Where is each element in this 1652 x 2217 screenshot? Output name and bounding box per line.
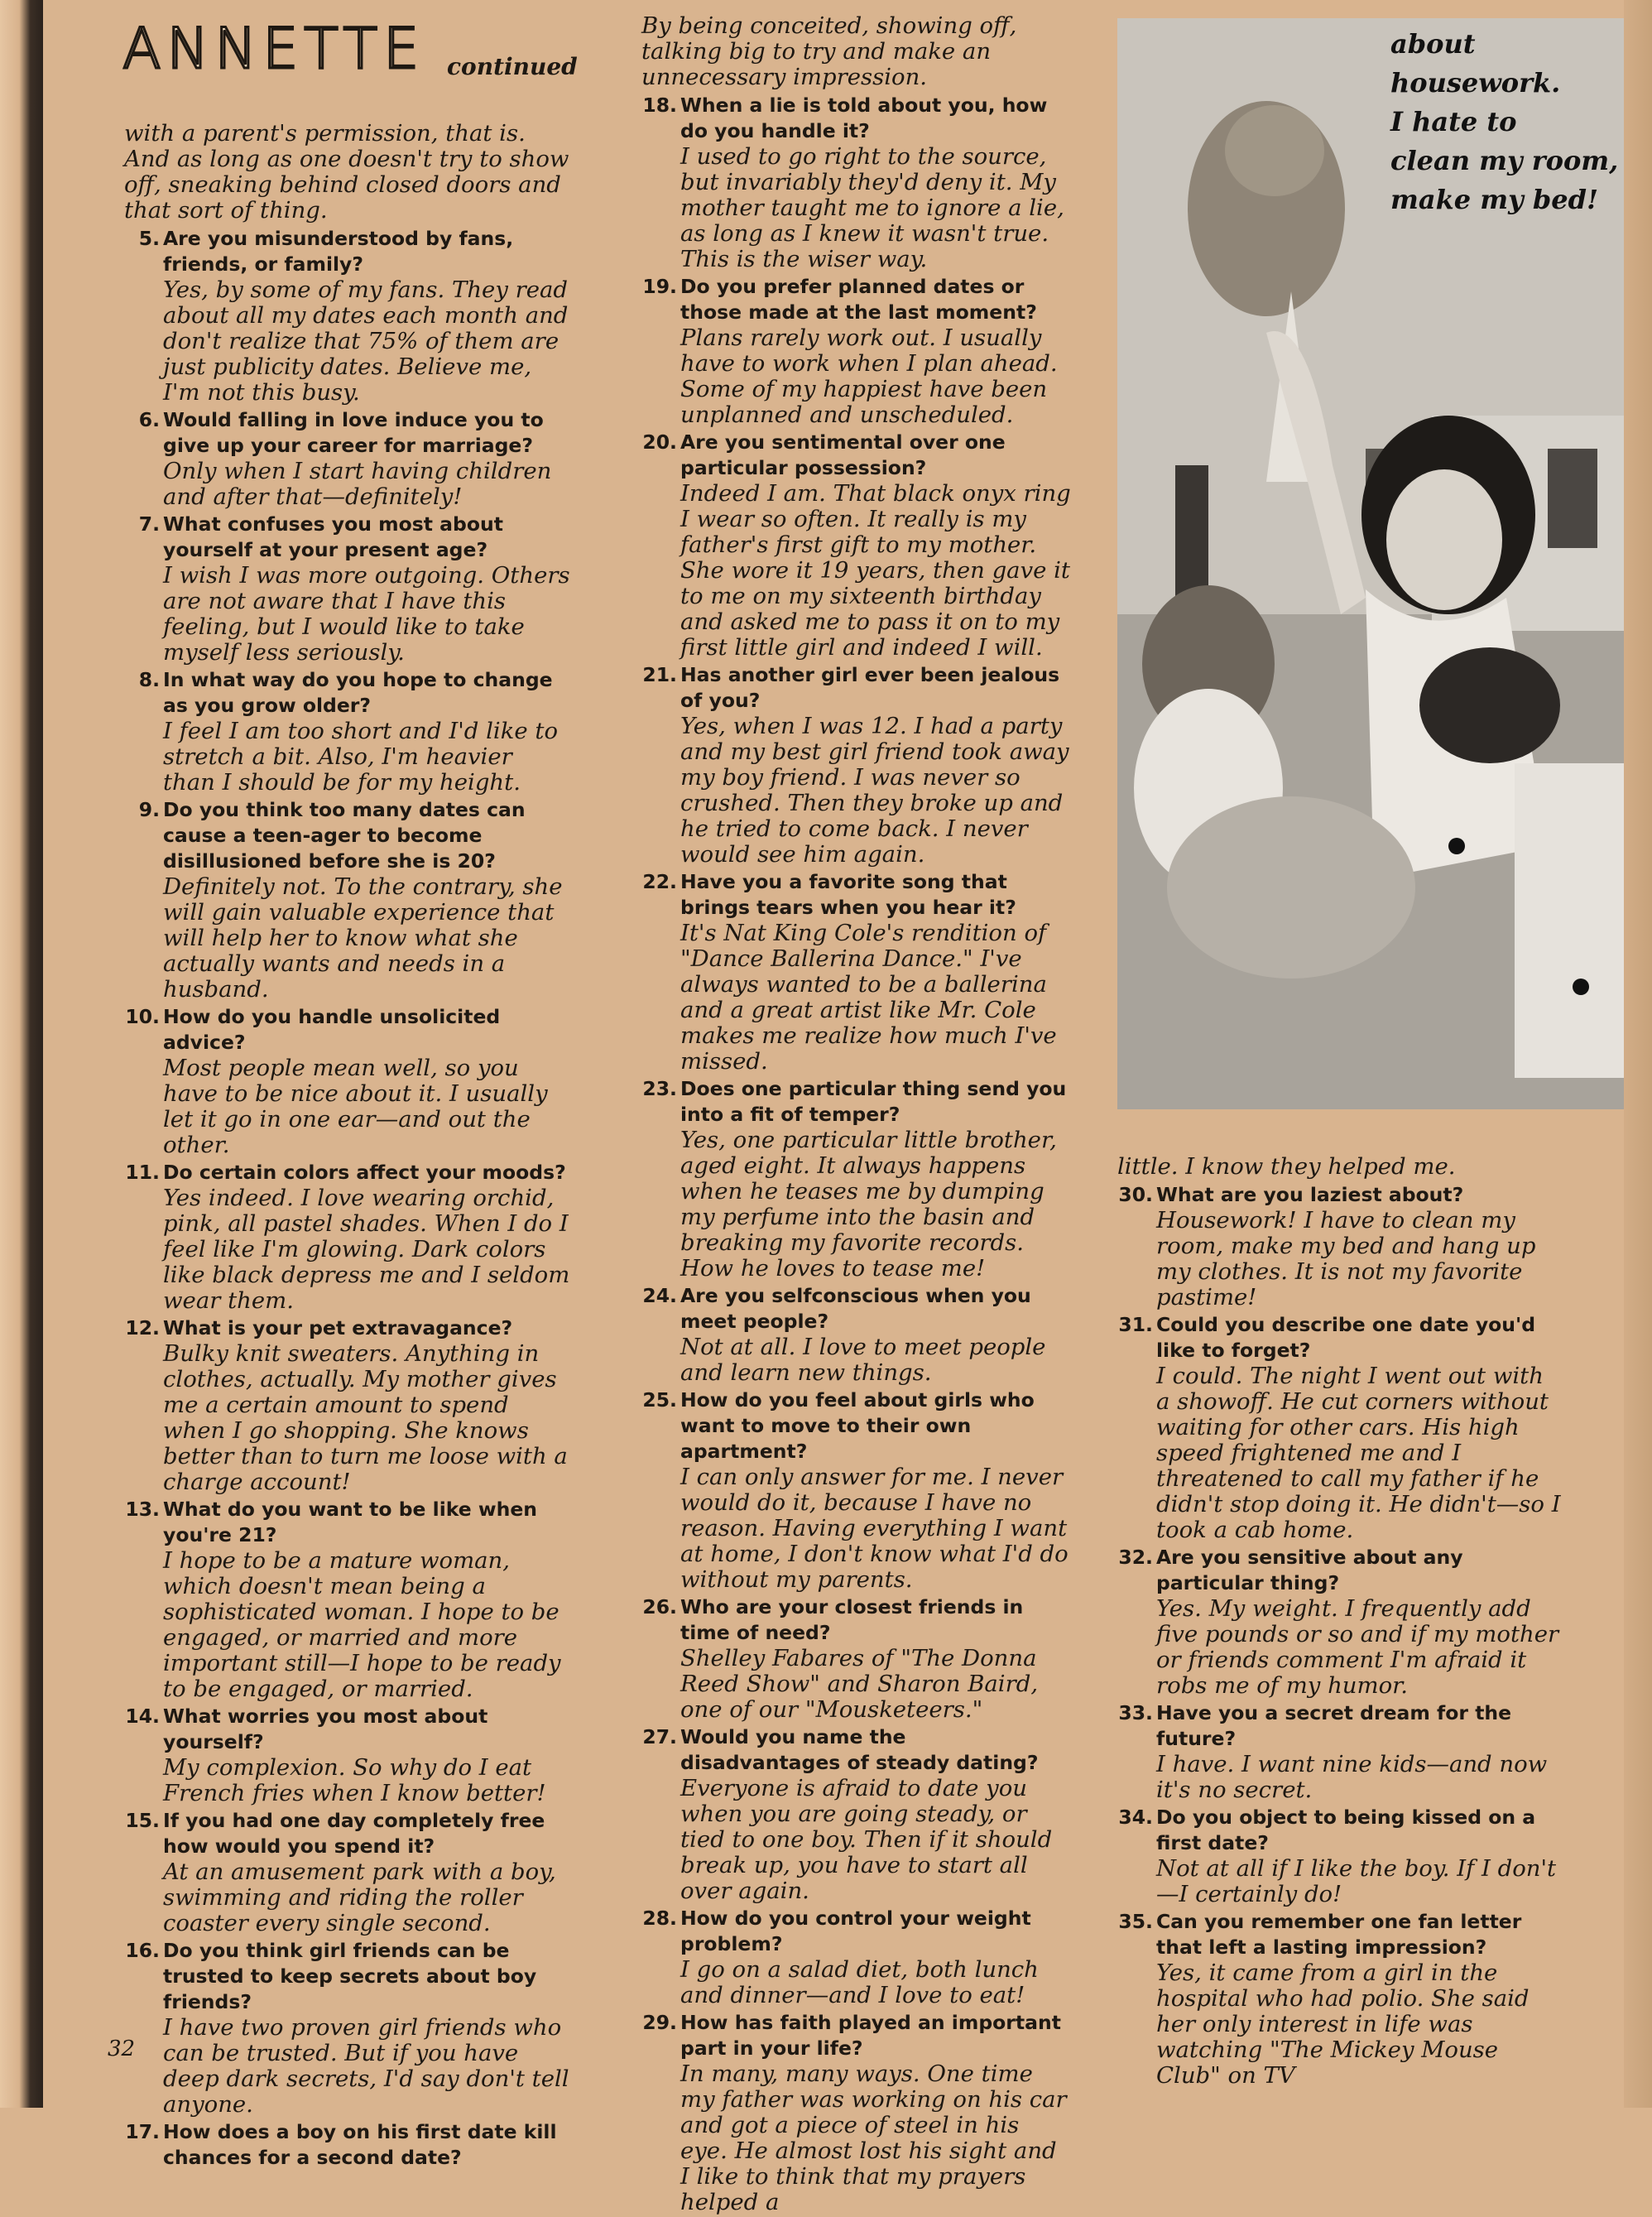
question-text: Do you think girl friends can be trusted to keep secrets about boy friends? bbox=[163, 1939, 537, 2013]
qa-item bbox=[641, 1906, 1072, 2008]
question bbox=[124, 797, 571, 874]
question-number: 18. bbox=[642, 94, 677, 117]
photo-caption bbox=[1390, 25, 1639, 219]
qa-list bbox=[641, 93, 1072, 2215]
qa-item bbox=[641, 1283, 1072, 1386]
question-text: When a lie is told about you, how do you handle it? bbox=[680, 94, 1048, 142]
column-3 bbox=[1117, 1154, 1564, 2090]
question-text: What worries you most about yourself? bbox=[163, 1705, 488, 1753]
question-number: 29. bbox=[642, 2011, 677, 2034]
qa-item bbox=[641, 869, 1072, 1075]
question bbox=[124, 1808, 571, 1859]
answer: Plans rarely work out. I usually have to work when I plan ahead. Some of my happiest have been unplanned and unscheduled. bbox=[680, 325, 1058, 428]
article-title: ANNETTE bbox=[122, 17, 425, 82]
question-number: 27. bbox=[642, 1725, 677, 1748]
qa-list bbox=[1117, 1182, 1564, 2089]
question-number: 32. bbox=[1118, 1546, 1153, 1569]
question bbox=[1117, 1545, 1564, 1596]
qa-item bbox=[124, 797, 571, 1003]
column-2 bbox=[641, 13, 1072, 2217]
answer: In many, many ways. One time my father was working on his car and got a piece of steel in his eye. He almost lost his sight and I like to think that my prayers helped a bbox=[680, 2061, 1067, 2215]
question-text: If you had one day completely free how would you spend it? bbox=[163, 1809, 545, 1858]
question bbox=[641, 274, 1072, 325]
question bbox=[1117, 1805, 1564, 1856]
answer: Everyone is afraid to date you when you are going steady, or tied to one boy. Then if it should break up, you have to start all over again. bbox=[680, 1775, 1053, 1904]
question-number: 21. bbox=[642, 663, 677, 686]
answer: Yes, one particular little brother, aged eight. It always happens when he teases me by dumping my perfume into the basin and breaking my favorite records. How he loves to tease me! bbox=[680, 1127, 1057, 1282]
continued-paragraph: with a parent's permission, that is. And as long as one doesn't try to show off, sneaking behind closed doors and that sort of thing. bbox=[124, 120, 569, 224]
question bbox=[641, 2010, 1072, 2061]
question-text: How do you control your weight problem? bbox=[680, 1907, 1031, 1955]
column-1 bbox=[124, 121, 571, 2171]
answer: I could. The night I went out with a showoff. He cut corners without waiting for other cars. His high speed frightened me and I threatened to call my father if he didn't stop doing it. He didn't—so I took a cab home. bbox=[1156, 1363, 1561, 1543]
question bbox=[641, 662, 1072, 714]
caption-line: make my bed! bbox=[1390, 184, 1599, 215]
qa-item bbox=[124, 1160, 571, 1314]
question-number: 11. bbox=[125, 1161, 160, 1184]
answer: I go on a salad diet, both lunch and dinner—and I love to eat! bbox=[680, 1956, 1039, 2008]
caption-line: clean my room, bbox=[1390, 145, 1619, 176]
question bbox=[641, 1283, 1072, 1335]
qa-item bbox=[124, 1315, 571, 1495]
question-text: Has another girl ever been jealous of you? bbox=[680, 663, 1060, 712]
answer: I used to go right to the source, but invariably they'd deny it. My mother taught me to ignore a lie, as long as I knew it wasn't true. This is the wiser way. bbox=[680, 143, 1064, 272]
qa-item bbox=[1117, 1700, 1564, 1803]
qa-item bbox=[641, 1387, 1072, 1593]
question-number: 26. bbox=[642, 1595, 677, 1618]
qa-item bbox=[641, 2010, 1072, 2215]
question-number: 10. bbox=[125, 1005, 160, 1028]
answer: I have. I want nine kids—and now it's no secret. bbox=[1156, 1751, 1548, 1803]
answer: Housework! I have to clean my room, make my bed and hang up my clothes. It is not my favorite pastime! bbox=[1156, 1207, 1536, 1310]
question-text: Who are your closest friends in time of need? bbox=[680, 1595, 1024, 1644]
qa-item bbox=[1117, 1182, 1564, 1310]
question-text: How does a boy on his first date kill chances for a second date? bbox=[163, 2120, 557, 2169]
question-text: Are you sensitive about any particular thing? bbox=[1156, 1546, 1463, 1594]
question-text: How do you handle unsolicited advice? bbox=[163, 1005, 501, 1054]
answer: At an amusement park with a boy, swimming and riding the roller coaster every single second. bbox=[163, 1859, 556, 1936]
question-text: Are you selfconscious when you meet people? bbox=[680, 1284, 1031, 1333]
qa-item bbox=[1117, 1805, 1564, 1907]
qa-item bbox=[641, 274, 1072, 428]
question bbox=[1117, 1909, 1564, 1960]
question-text: Do certain colors affect your moods? bbox=[163, 1161, 566, 1184]
qa-item bbox=[641, 93, 1072, 272]
question-text: Are you sentimental over one particular possession? bbox=[680, 430, 1006, 479]
question bbox=[1117, 1312, 1564, 1363]
question-number: 19. bbox=[642, 275, 677, 298]
question-text: How do you feel about girls who want to move to their own apartment? bbox=[680, 1388, 1035, 1463]
answer: Only when I start having children and after that—definitely! bbox=[163, 458, 552, 510]
question-text: Could you describe one date you'd like to forget? bbox=[1156, 1313, 1536, 1362]
qa-item bbox=[641, 430, 1072, 661]
question-text: What do you want to be like when you're 21? bbox=[163, 1498, 537, 1546]
question-text: Do you prefer planned dates or those made at the last moment? bbox=[680, 275, 1037, 324]
qa-item bbox=[641, 1724, 1072, 1904]
question bbox=[124, 1938, 571, 2015]
question-number: 25. bbox=[642, 1388, 677, 1411]
page-spine-shadow bbox=[0, 0, 43, 2108]
question bbox=[641, 93, 1072, 144]
question-number: 30. bbox=[1118, 1183, 1153, 1206]
page-edge bbox=[1624, 0, 1652, 2108]
question-text: How has faith played an important part in your life? bbox=[680, 2011, 1061, 2060]
question bbox=[641, 430, 1072, 481]
question-text: Are you misunderstood by fans, friends, or family? bbox=[163, 227, 514, 276]
qa-item bbox=[1117, 1545, 1564, 1699]
answer: I wish I was more outgoing. Others are not aware that I have this feeling, but I would like to take myself less seriously. bbox=[163, 562, 570, 666]
answer: Most people mean well, so you have to be nice about it. I usually let it go in one ear—and out the other. bbox=[163, 1055, 548, 1158]
answer: Shelley Fabares of "The Donna Reed Show" and Sharon Baird, one of our "Mousketeers." bbox=[680, 1645, 1039, 1723]
question-text: Would falling in love induce you to give up your career for marriage? bbox=[163, 408, 544, 457]
qa-list bbox=[124, 226, 571, 2171]
question-number: 16. bbox=[125, 1939, 160, 1962]
page-number: 32 bbox=[108, 2037, 136, 2061]
question-text: Do you object to being kissed on a first date? bbox=[1156, 1806, 1536, 1854]
answer: Bulky knit sweaters. Anything in clothes, actually. My mother gives me a certain amount to spend when I go shopping. She knows better than to turn me loose with a charge account! bbox=[163, 1340, 568, 1495]
qa-item bbox=[1117, 1909, 1564, 2089]
answer: My complexion. So why do I eat French fries when I know better! bbox=[163, 1754, 546, 1806]
question-text: What are you laziest about? bbox=[1156, 1183, 1464, 1206]
question-number: 35. bbox=[1118, 1910, 1153, 1933]
question bbox=[124, 512, 571, 563]
question-number: 9. bbox=[138, 798, 160, 821]
question-number: 34. bbox=[1118, 1806, 1153, 1829]
qa-item bbox=[124, 407, 571, 510]
qa-item bbox=[124, 226, 571, 406]
answer: I feel I am too short and I'd like to stretch a bit. Also, I'm heavier than I should be for my height. bbox=[163, 718, 559, 796]
question-text: Have you a favorite song that brings tears when you hear it? bbox=[680, 870, 1016, 919]
question bbox=[641, 1594, 1072, 1646]
question bbox=[1117, 1182, 1564, 1208]
question-number: 24. bbox=[642, 1284, 677, 1307]
question bbox=[124, 1315, 571, 1341]
qa-item bbox=[124, 1704, 571, 1806]
question-number: 5. bbox=[138, 227, 160, 250]
question bbox=[124, 1160, 571, 1185]
answer: Yes, it came from a girl in the hospital who had polio. She said her only interest in life was watching "The Mickey Mouse Club" on TV bbox=[1156, 1960, 1530, 2089]
answer: Yes, by some of my fans. They read about all my dates each month and don't realize that 75% of them are just publicity dates. Believe me, I'm not this busy. bbox=[163, 277, 569, 406]
question-text: Would you name the disadvantages of steady dating? bbox=[680, 1725, 1039, 1774]
question-number: 23. bbox=[642, 1077, 677, 1100]
answer: Definitely not. To the contrary, she will gain valuable experience that will help her to know what she actually wants and needs in a husband. bbox=[163, 873, 563, 1003]
question bbox=[641, 1906, 1072, 1957]
question-number: 6. bbox=[138, 408, 160, 431]
continued-paragraph: By being conceited, showing off, talking big to try and make an unnecessary impression. bbox=[641, 12, 1017, 90]
caption-line: about housework. bbox=[1390, 28, 1561, 99]
question bbox=[641, 1076, 1072, 1128]
answer: It's Nat King Cole's rendition of "Dance Ballerina Dance." I've always wanted to be a ballerina and a great artist like Mr. Cole makes me realize how much I've missed. bbox=[680, 920, 1057, 1075]
answer: Not at all. I love to meet people and learn new things. bbox=[680, 1334, 1046, 1386]
question-number: 7. bbox=[138, 512, 160, 536]
question-text: What is your pet extravagance? bbox=[163, 1316, 513, 1339]
qa-item bbox=[124, 512, 571, 666]
qa-item bbox=[124, 1004, 571, 1158]
question bbox=[1117, 1700, 1564, 1752]
question-number: 22. bbox=[642, 870, 677, 893]
question bbox=[124, 1497, 571, 1548]
question-text: Can you remember one fan letter that left a lasting impression? bbox=[1156, 1910, 1522, 1959]
question bbox=[124, 667, 571, 719]
answer: Not at all if I like the boy. If I don't—I certainly do! bbox=[1156, 1855, 1557, 1907]
question-number: 28. bbox=[642, 1907, 677, 1930]
answer: I hope to be a mature woman, which doesn't mean being a sophisticated woman. I hope to be engaged, or married and more important still—I hope to be ready to be engaged, or married. bbox=[163, 1547, 561, 1702]
question-number: 12. bbox=[125, 1316, 160, 1339]
question bbox=[641, 1724, 1072, 1776]
qa-item bbox=[124, 1938, 571, 2118]
answer: I have two proven girl friends who can be trusted. But if you have deep dark secrets, I'd say don't tell anyone. bbox=[163, 2014, 569, 2118]
qa-item bbox=[641, 662, 1072, 868]
answer: I can only answer for me. I never would do it, because I have no reason. Having everything I want at home, I don't know what I'd do without my parents. bbox=[680, 1464, 1069, 1593]
question-text: Does one particular thing send you into a fit of temper? bbox=[680, 1077, 1067, 1126]
question bbox=[124, 1704, 571, 1755]
continued-label: continued bbox=[447, 53, 578, 80]
question-number: 13. bbox=[125, 1498, 160, 1521]
question bbox=[124, 1004, 571, 1056]
question-number: 31. bbox=[1118, 1313, 1153, 1336]
question bbox=[124, 226, 571, 277]
question-number: 8. bbox=[138, 668, 160, 691]
qa-item bbox=[641, 1594, 1072, 1723]
question-number: 20. bbox=[642, 430, 677, 454]
question-number: 15. bbox=[125, 1809, 160, 1832]
qa-item bbox=[124, 1497, 571, 1702]
question-number: 14. bbox=[125, 1705, 160, 1728]
caption-line: I hate to bbox=[1390, 106, 1517, 137]
question-number: 17. bbox=[125, 2120, 160, 2143]
question bbox=[641, 869, 1072, 921]
continued-paragraph: little. I know they helped me. bbox=[1117, 1153, 1456, 1180]
answer: Yes, when I was 12. I had a party and my best girl friend took away my boy friend. I was never so crushed. Then they broke up and he tried to come back. I never would see him again. bbox=[680, 713, 1069, 868]
qa-item bbox=[124, 667, 571, 796]
question-number: 33. bbox=[1118, 1701, 1153, 1724]
question-text: Have you a secret dream for the future? bbox=[1156, 1701, 1512, 1750]
question bbox=[124, 407, 571, 459]
answer: Yes indeed. I love wearing orchid, pink, all pastel shades. When I do I feel like I'm glowing. Dark colors like black depress me and I seldom wear them. bbox=[163, 1185, 570, 1314]
qa-item bbox=[641, 1076, 1072, 1282]
qa-item bbox=[124, 1808, 571, 1936]
question bbox=[124, 2119, 571, 2171]
question-text: In what way do you hope to change as you grow older? bbox=[163, 668, 553, 717]
question-text: What confuses you most about yourself at your present age? bbox=[163, 512, 503, 561]
answer: Indeed I am. That black onyx ring I wear so often. It really is my father's first gift to my mother. She wore it 19 years, then gave it to me on my sixteenth birthday and asked me to pass it on to my first little girl and indeed I will. bbox=[680, 480, 1071, 661]
qa-item bbox=[1117, 1312, 1564, 1543]
qa-item bbox=[124, 2119, 571, 2171]
question-text: Do you think too many dates can cause a teen-ager to become disillusioned before she is 20? bbox=[163, 798, 526, 873]
question bbox=[641, 1387, 1072, 1464]
answer: Yes. My weight. I frequently add five pounds or so and if my mother or friends comment I'm afraid it robs me of my humor. bbox=[1156, 1595, 1559, 1699]
